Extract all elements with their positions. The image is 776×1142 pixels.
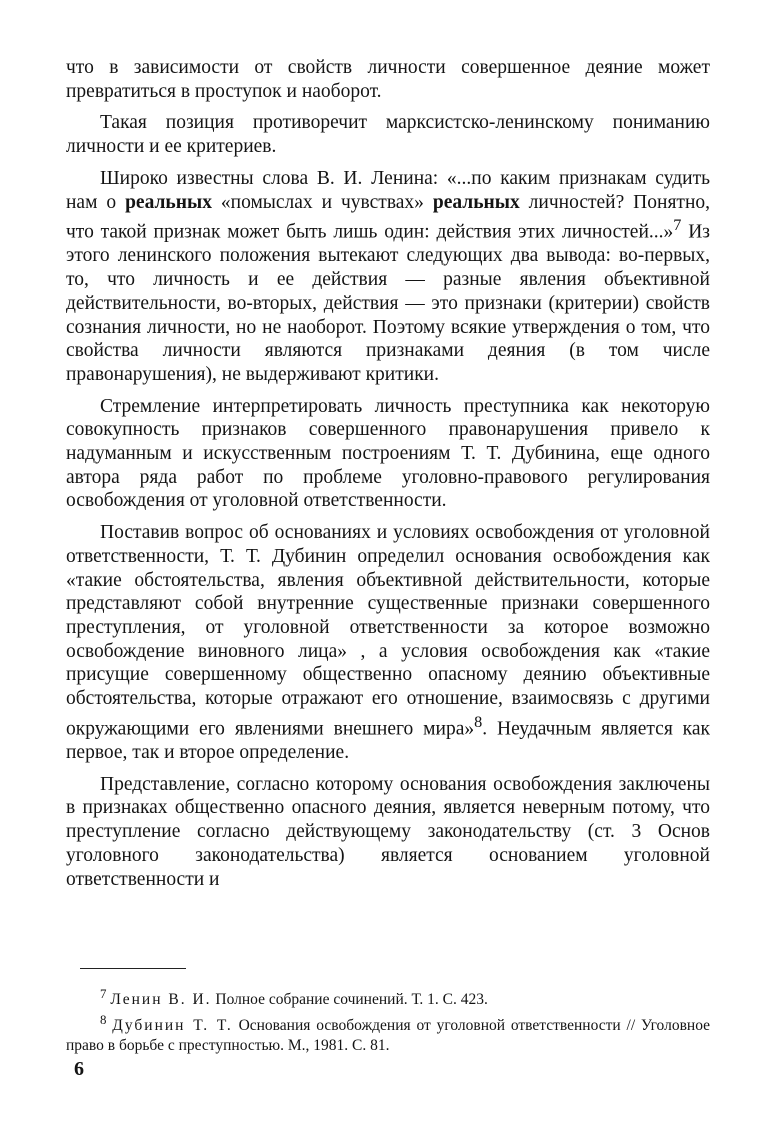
paragraph-6: Представление, согласно которому основания освобождения заключены в признаках общественно опасного деяния, является неверным потому, что преступление согласно действующему законодательству (ст. 3 Основ уголовного законодательства) является основанием уголовной ответственности и [66, 773, 710, 890]
paragraph-1: что в зависимости от свойств личности совершенное деяние может превратиться в проступок и наоборот. [66, 57, 710, 102]
footnote-8: $^8$ Дубинин Т. Т. Основания освобождения от уголовной ответственности // Уголовное право в борьбе с преступностью. М., 1981. С. 81. [66, 1012, 711, 1055]
footnote-divider [80, 968, 186, 969]
paragraph-3: Широко известны слова В. И. Ленина: «...по каким признакам судить нам о реальных «помыслах и чувствах» реальных личностей? Понятно, что такой признак может быть лишь один: действия этих личностей...»$^7$ Из этого ленинского положения вытекают следующих два вывода: во-первых, то, что личность и ее действия — разные явления объективной действительности, во-вторых, действия — это признаки (критерии) свойств сознания личности, но не наоборот. Поэтому всякие утверждения о том, что свойства личности являются признаками деяния (в том числе правонарушения), не выдерживают критики. [66, 167, 711, 385]
footnote-ref: 7 [673, 216, 682, 235]
footnotes [66, 984, 710, 1056]
footnote-ref: 8 [474, 712, 483, 731]
main-text [66, 56, 710, 899]
footnote-author: Ленин В. И. [110, 991, 212, 1009]
emphasis-real: реальных [432, 191, 520, 213]
footnote-7: $^7$ Ленин В. И. Полное собрание сочинений. Т. 1. С. 423. [100, 986, 488, 1009]
footnote-author: Дубинин Т. Т. [112, 1017, 233, 1035]
paragraph-2: Такая позиция противоречит марксистско-ленинскому пониманию личности и ее критериев. [66, 112, 710, 158]
paragraph-4: Стремление интерпретировать личность преступника как некоторую совокупность признаков совершенного правонарушения привело к надуманным и искусственным построениям Т. Т. Дубинина, еще одного автора ряда работ по проблеме уголовно-правового регулирования освобождения от уголовной ответственности. [66, 395, 710, 512]
page-number: 6 [74, 1058, 84, 1080]
emphasis-real: реальных [125, 191, 212, 213]
paragraph-5: Поставив вопрос об основаниях и условиях освобождения от уголовной ответственности, Т. Т. Дубинин определил основания освобождения как «такие обстоятельства, явления объективной действительности, которые представляют собой внутренние существенные признаки совершенного преступления, от уголовной ответственности за которое возможно освобождение виновного лица» , а условия освобождения как «такие присущие совершенному общественно опасному деянию объективные обстоятельства, которые отражают его отношение, взаимосвязь с другими окружающими его явлениями внешнего мира»$^8$. Неудачным является как первое, так и второе определение. [66, 522, 710, 763]
